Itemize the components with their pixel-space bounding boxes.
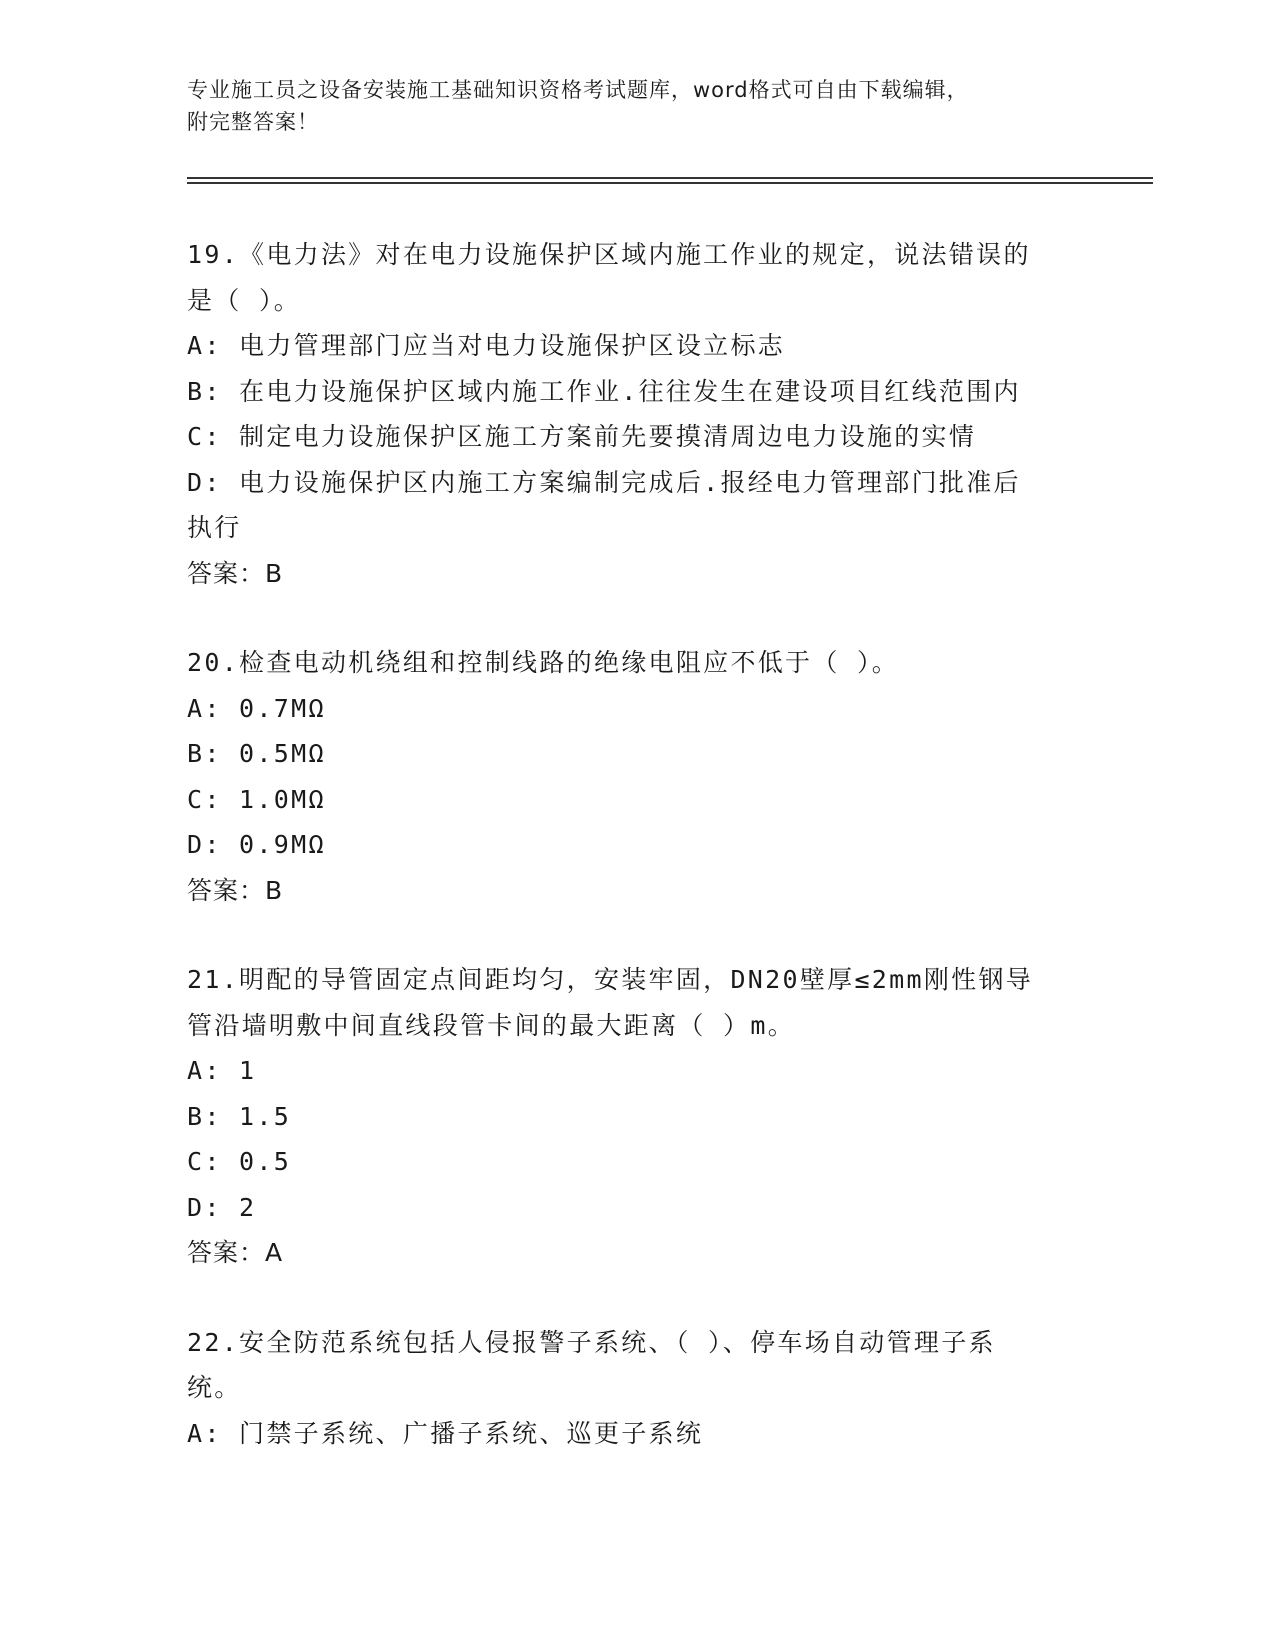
option-text: C: 0.5 (187, 1147, 292, 1176)
option-text: B: 1.5 (187, 1101, 292, 1131)
option-text: C: 1.0MΩ (187, 784, 326, 814)
option-c (187, 777, 1087, 823)
document-header (187, 74, 1087, 138)
header-line-2: 附完整答案！ (187, 110, 319, 134)
header-divider-bottom (187, 182, 1153, 184)
option-c (187, 1139, 1087, 1185)
header-divider-top (187, 177, 1153, 179)
option-a (187, 686, 1087, 732)
answer: 答案：A (187, 1238, 284, 1267)
option-text: A: 门禁子系统、广播子系统、巡更子系统 (187, 1418, 704, 1448)
option-d (187, 1185, 1087, 1231)
option-c (187, 414, 1087, 460)
question-stem (187, 957, 1087, 1048)
question-stem-line: 20.检查电动机绕组和控制线路的绝缘电阻应不低于（ ）。 (187, 648, 900, 677)
question-22 (187, 1320, 1087, 1457)
option-a (187, 1048, 1087, 1094)
option-b (187, 1094, 1087, 1140)
option-text-continued: 执行 (187, 513, 242, 542)
option-b (187, 369, 1087, 415)
question-stem-line: 19.《电力法》对在电力设施保护区域内施工作业的规定，说法错误的 (187, 240, 1031, 269)
header-line-1: 专业施工员之设备安装施工基础知识资格考试题库，word格式可自由下载编辑， (187, 78, 969, 102)
option-text: D: 2 (187, 1192, 257, 1222)
option-text: A: 0.7MΩ (187, 693, 326, 723)
option-text: D: 电力设施保护区内施工方案编制完成后.报经电力管理部门批准后 (187, 467, 1021, 497)
question-stem (187, 232, 1087, 323)
question-stem (187, 1320, 1087, 1411)
option-text: A: 电力管理部门应当对电力设施保护区设立标志 (187, 331, 786, 360)
option-d (187, 460, 1087, 551)
option-text: C: 制定电力设施保护区施工方案前先要摸清周边电力设施的实情 (187, 422, 977, 451)
question-20 (187, 640, 1087, 913)
option-text: D: 0.9MΩ (187, 830, 326, 859)
question-stem-line: 22.安全防范系统包括人侵报警子系统、（ ）、停车场自动管理子系 (187, 1327, 996, 1357)
option-text: A: 1 (187, 1056, 257, 1085)
question-stem-line: 21.明配的导管固定点间距均匀，安装牢固，DN20壁厚≤2mm刚性钢导 (187, 965, 1034, 994)
option-a (187, 323, 1087, 369)
question-stem-line: 统。 (187, 1373, 242, 1402)
question-19 (187, 232, 1087, 596)
option-text: B: 0.5MΩ (187, 739, 326, 768)
answer: 答案：B (187, 875, 284, 905)
option-a (187, 1411, 1087, 1457)
question-stem-line: 管沿墙明敷中间直线段管卡间的最大距离（ ）m。 (187, 1010, 796, 1040)
answer: 答案：B (187, 558, 284, 588)
option-text: B: 在电力设施保护区域内施工作业.往往发生在建设项目红线范围内 (187, 376, 1021, 406)
option-d (187, 822, 1087, 868)
question-stem (187, 640, 1087, 686)
question-stem-line: 是（ ）。 (187, 285, 302, 315)
question-list (187, 232, 1087, 1500)
question-21 (187, 957, 1087, 1276)
option-b (187, 731, 1087, 777)
